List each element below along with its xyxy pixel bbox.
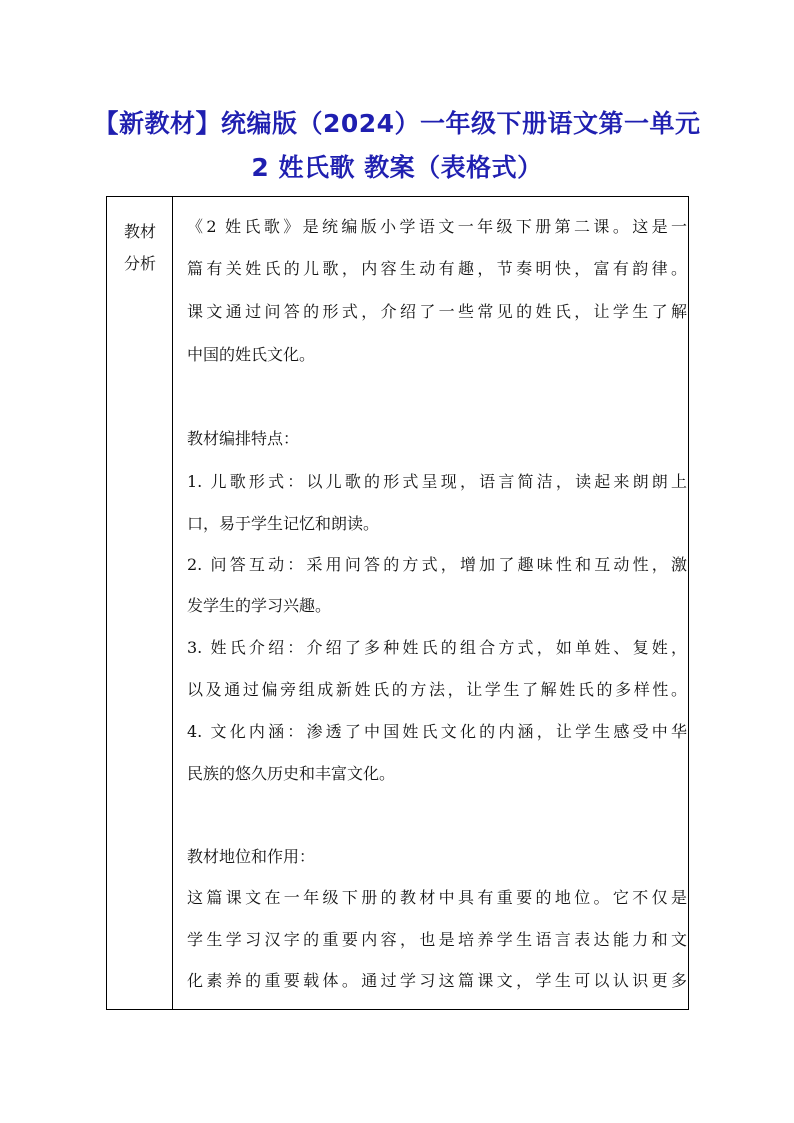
document-title-line-1: 【新教材】统编版（2024）一年级下册语文第一单元 (93, 109, 701, 138)
content-line: 民族的悠久历史和丰富文化。 (187, 764, 396, 783)
content-line: 3. 姓氏介绍：介绍了多种姓氏的组合方式，如单姓、复姓， (187, 638, 687, 657)
table-label-line-2: 分析 (123, 254, 156, 273)
content-line: 学生学习汉字的重要内容，也是培养学生语言表达能力和文 (187, 930, 687, 949)
section-heading: 教材编排特点： (187, 429, 300, 448)
content-line: 1. 儿歌形式：以儿歌的形式呈现，语言简洁，读起来朗朗上 (187, 472, 687, 491)
table-label-line-1: 教材 (123, 222, 156, 241)
lesson-plan-table (106, 196, 689, 1010)
table-label-cell (107, 197, 173, 1009)
content-line: 篇有关姓氏的儿歌，内容生动有趣，节奏明快，富有韵律。 (187, 259, 687, 278)
section-heading: 教材地位和作用： (187, 847, 316, 866)
content-line: 中国的姓氏文化。 (187, 345, 316, 364)
content-line: 4. 文化内涵：渗透了中国姓氏文化的内涵，让学生感受中华 (187, 722, 687, 741)
content-line: 课文通过问答的形式，介绍了一些常见的姓氏，让学生了解 (187, 302, 687, 321)
content-line: 2. 问答互动：采用问答的方式，增加了趣味性和互动性，激 (187, 555, 687, 574)
content-line: 口，易于学生记忆和朗读。 (187, 514, 380, 533)
table-label (107, 216, 173, 280)
content-line: 以及通过偏旁组成新姓氏的方法，让学生了解姓氏的多样性。 (187, 680, 687, 699)
content-line: 《2 姓氏歌》是统编版小学语文一年级下册第二课。这是一 (187, 217, 687, 236)
content-line: 化素养的重要载体。通过学习这篇课文，学生可以认识更多 (187, 971, 687, 990)
document-title-line-2: 2 姓氏歌 教案（表格式） (251, 153, 543, 182)
table-content-cell (173, 197, 688, 1009)
content-line: 发学生的学习兴趣。 (187, 596, 332, 615)
content-line: 这篇课文在一年级下册的教材中具有重要的地位。它不仅是 (187, 888, 687, 907)
